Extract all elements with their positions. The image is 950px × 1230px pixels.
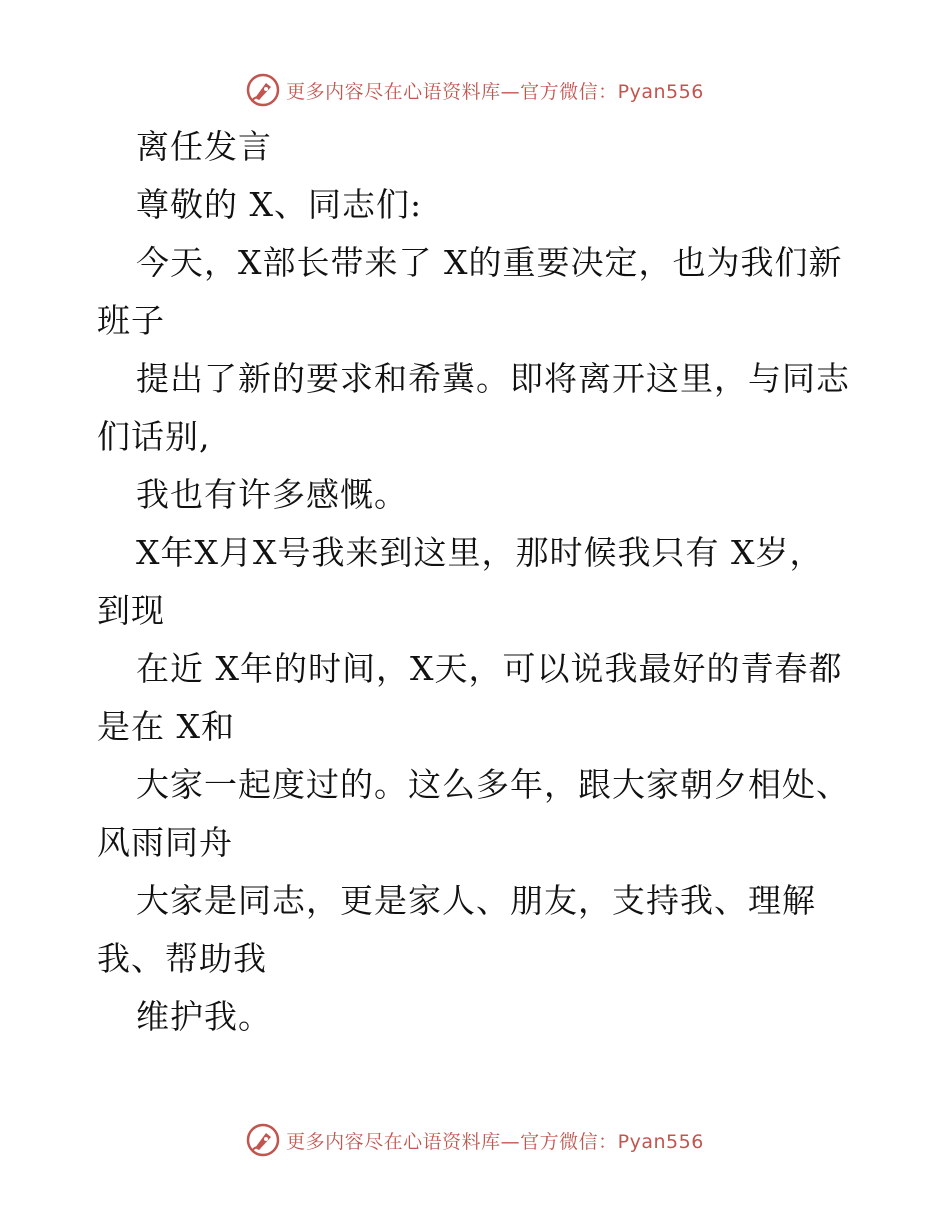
watermark-text: 更多内容尽在心语资料库—官方微信：Pyan556: [286, 1130, 704, 1153]
text-line: X年X月X号我来到这里，那时候我只有 X岁，: [136, 533, 824, 572]
text-line: 大家是同志，更是家人、朋友，支持我、理解: [136, 881, 816, 920]
text-line: 班子: [97, 301, 165, 340]
text-line: 是在 X和: [97, 707, 235, 746]
footer-watermark: [0, 1120, 950, 1160]
text-line: 大家一起度过的。这么多年，跟大家朝夕相处、: [136, 765, 850, 804]
title-line: 离任发言: [136, 127, 272, 166]
text-line: 我、帮助我: [97, 939, 267, 978]
text-line: 们话别,: [97, 417, 211, 456]
text-line: 我也有许多感慨。: [136, 475, 408, 514]
text-line: 到现: [97, 591, 165, 630]
text-line: 风雨同舟: [97, 823, 233, 862]
pen-nib-logo-icon: [246, 73, 280, 107]
text-line: 在近 X年的时间，X天，可以说我最好的青春都: [136, 649, 843, 688]
pen-nib-logo-icon: [246, 1123, 280, 1157]
text-line: 维护我。: [136, 997, 272, 1036]
text-line: 提出了新的要求和希冀。即将离开这里，与同志: [136, 359, 850, 398]
salutation-line: 尊敬的 X、同志们:: [136, 185, 423, 224]
header-watermark: [0, 70, 950, 110]
text-line: 今天，X部长带来了 X的重要决定，也为我们新: [136, 243, 843, 282]
watermark-text: 更多内容尽在心语资料库—官方微信：Pyan556: [286, 80, 704, 103]
document-body: [97, 118, 857, 1046]
